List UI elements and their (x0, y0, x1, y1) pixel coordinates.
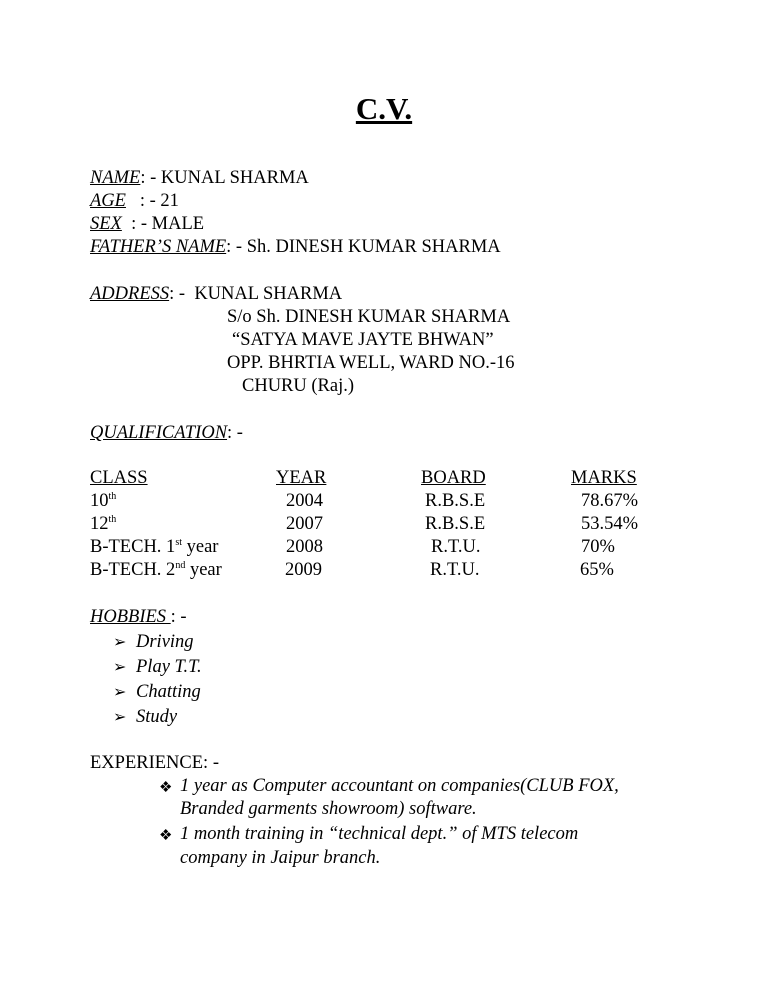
row-2-marks: 53.54% (581, 514, 639, 534)
class-suffix: year (181, 537, 219, 557)
row-1-board: R.B.S.E (425, 491, 486, 511)
arrow-bullet-icon: ➢ (113, 709, 127, 726)
row-3-marks: 70% (581, 537, 615, 557)
arrow-bullet-icon: ➢ (113, 634, 127, 651)
experience-text-continued: company in Jaipur branch. (180, 848, 381, 868)
address-line-2: S/o Sh. DINESH KUMAR SHARMA (227, 307, 511, 327)
sex-separator: : - (121, 214, 148, 234)
class-suffix: year (185, 560, 222, 580)
row-3-class (90, 538, 218, 557)
age-label: AGE (90, 191, 126, 211)
row-3-board: R.T.U. (431, 537, 481, 557)
name-line (90, 169, 309, 188)
experience-heading: EXPERIENCE: - (90, 753, 219, 773)
ordinal-suffix: th (108, 491, 117, 502)
experience-text-continued: Branded garments showroom) software. (180, 799, 477, 819)
hobby-text: Driving (136, 632, 194, 652)
father-name-separator: : - (226, 237, 243, 257)
address-line-5: CHURU (Raj.) (242, 376, 355, 396)
ordinal-suffix: st (175, 537, 182, 548)
father-name-line (90, 238, 501, 257)
ordinal-suffix: nd (175, 560, 186, 571)
sex-value: MALE (151, 214, 205, 234)
qualification-label: QUALIFICATION (90, 423, 228, 443)
hobbies-heading (90, 608, 187, 627)
experience-text: 1 year as Computer accountant on companies(CLUB FOX, (180, 776, 619, 796)
row-4-class (90, 561, 222, 580)
name-label: NAME (90, 168, 141, 188)
column-header-class: CLASS (90, 468, 148, 488)
column-header-year: YEAR (276, 468, 327, 488)
row-4-marks: 65% (580, 560, 614, 580)
qualification-separator: : - (227, 423, 243, 443)
experience-text: 1 month training in “technical dept.” of MTS telecom (180, 824, 579, 844)
address-line-3: “SATYA MAVE JAYTE BHWAN” (232, 330, 494, 350)
hobby-item (113, 708, 126, 727)
row-4-year: 2009 (285, 560, 322, 580)
class-text: 12 (90, 514, 109, 534)
ordinal-suffix: th (108, 514, 117, 525)
address-text: KUNAL SHARMA (194, 284, 343, 304)
address-line-1 (90, 285, 342, 304)
age-line (90, 192, 179, 211)
column-header-marks: MARKS (571, 468, 637, 488)
hobby-item (113, 633, 126, 652)
document-title: C.V. (355, 91, 413, 126)
class-text: 10 (90, 491, 109, 511)
address-label: ADDRESS (90, 284, 170, 304)
address-separator: : - (169, 284, 186, 304)
hobbies-separator: : - (170, 607, 187, 627)
father-name-value: Sh. DINESH KUMAR SHARMA (246, 237, 501, 257)
row-1-class (90, 492, 116, 511)
row-2-year: 2007 (286, 514, 323, 534)
column-header-board: BOARD (421, 468, 486, 488)
qualification-heading (90, 424, 243, 443)
arrow-bullet-icon: ➢ (113, 684, 127, 701)
row-2-class (90, 515, 116, 534)
row-1-marks: 78.67% (581, 491, 639, 511)
age-separator: : - (125, 191, 156, 211)
row-1-year: 2004 (286, 491, 323, 511)
hobby-item (113, 683, 126, 702)
address-line-4: OPP. BHRTIA WELL, WARD NO.-16 (227, 353, 515, 373)
hobby-item (113, 658, 126, 677)
age-value: 21 (160, 191, 179, 211)
row-2-board: R.B.S.E (425, 514, 486, 534)
experience-item (159, 826, 172, 845)
diamond-bullet-icon: ❖ (159, 828, 173, 844)
diamond-bullet-icon: ❖ (159, 780, 173, 796)
class-text: B-TECH. 1 (90, 537, 176, 557)
hobby-text: Study (136, 707, 178, 727)
arrow-bullet-icon: ➢ (113, 659, 127, 676)
name-separator: : - (140, 168, 157, 188)
father-name-label: FATHER’S NAME (90, 237, 227, 257)
hobby-text: Play T.T. (136, 657, 202, 677)
experience-item (159, 778, 172, 797)
hobbies-label: HOBBIES (90, 607, 171, 627)
row-4-board: R.T.U. (430, 560, 480, 580)
sex-label: SEX (90, 214, 122, 234)
row-3-year: 2008 (286, 537, 323, 557)
sex-line (90, 215, 204, 234)
class-text: B-TECH. 2 (90, 560, 176, 580)
hobby-text: Chatting (136, 682, 201, 702)
name-value: KUNAL SHARMA (160, 168, 309, 188)
